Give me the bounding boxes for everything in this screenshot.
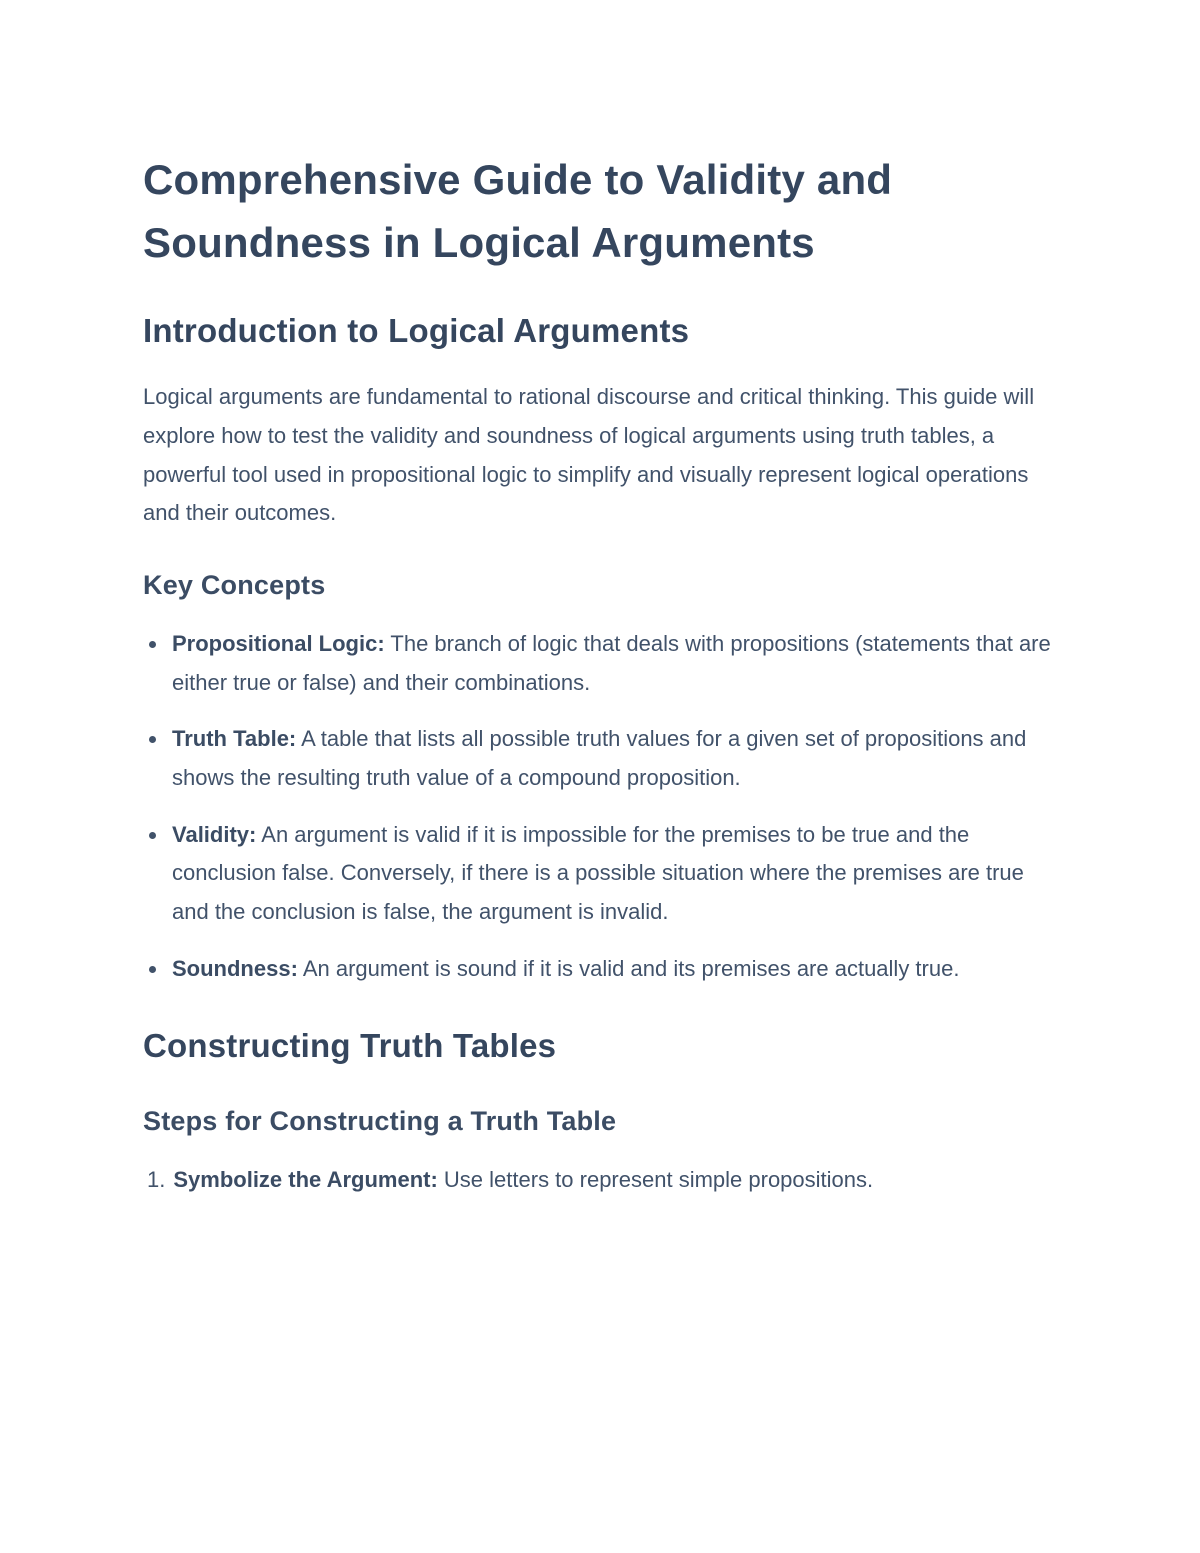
bullet-icon [149, 641, 156, 648]
list-item [143, 1161, 1060, 1200]
list-item [143, 950, 1060, 989]
concept-definition: An argument is valid if it is impossible for the premises to be true and the conclusion false. Conversely, if there is a possible situation where the premises are true and the conclusion is false, the argument is invalid. [172, 821, 1024, 925]
concept-text [172, 816, 1060, 932]
document-title: Comprehensive Guide to Validity and Soundness in Logical Arguments [143, 156, 893, 266]
sub-heading-steps: Steps for Constructing a Truth Table [143, 1105, 617, 1136]
step-number: 1. [147, 1166, 166, 1192]
step-definition: Use letters to represent simple propositions. [443, 1166, 874, 1192]
list-item [143, 816, 1060, 932]
concept-term: Truth Table: [172, 726, 297, 752]
bullet-icon [149, 832, 156, 839]
concept-term: Soundness: [172, 955, 298, 981]
steps-list [143, 1161, 1060, 1200]
concept-term: Validity: [172, 821, 257, 847]
concept-text [172, 720, 1060, 797]
concept-definition: The branch of logic that deals with propositions (statements that are either true or false) and their combinations. [172, 630, 1051, 695]
bullet-icon [149, 966, 156, 973]
concept-definition: An argument is sound if it is valid and its premises are actually true. [302, 955, 960, 981]
list-item [143, 625, 1060, 702]
concept-term: Propositional Logic: [172, 630, 385, 656]
step-text [173, 1161, 873, 1200]
step-term: Symbolize the Argument: [173, 1166, 438, 1192]
bullet-icon [149, 736, 156, 743]
concept-definition: A table that lists all possible truth values for a given set of propositions and shows the resulting truth value of a compound proposition. [172, 726, 1027, 791]
list-item [143, 720, 1060, 797]
concept-text [172, 950, 959, 989]
section-heading-introduction: Introduction to Logical Arguments [143, 312, 690, 349]
concept-text [172, 625, 1060, 702]
section-heading-constructing-truth-tables: Constructing Truth Tables [143, 1026, 557, 1064]
intro-paragraph: Logical arguments are fundamental to rational discourse and critical thinking. This guide will explore how to test the validity and soundness of logical arguments using truth tables, a powerful tool used in propositional logic to simplify and visually represent logical operations and their outcomes. [143, 384, 1035, 526]
sub-heading-key-concepts: Key Concepts [143, 570, 326, 601]
key-concepts-list [143, 625, 1060, 989]
